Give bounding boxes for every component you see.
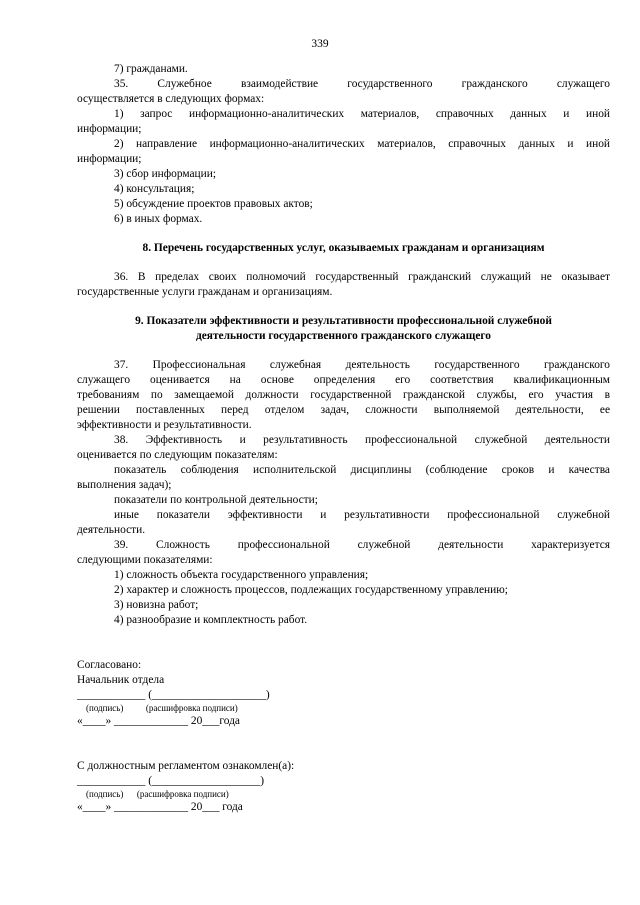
text-line: 4) консультация;: [114, 183, 195, 195]
section-heading: деятельности государственного гражданского служащего: [195, 330, 491, 342]
text-line: требованиям по замещаемой должности государственной гражданской службы, его участия в: [77, 389, 610, 401]
text-line: оценивается по следующим показателям:: [77, 449, 278, 461]
date-line: «____» _____________ 20___ года: [77, 801, 243, 813]
text-line: показатели по контрольной деятельности;: [114, 494, 318, 506]
list-item: 1) сложность объекта государственного управления;: [114, 569, 369, 581]
text-line: деятельности.: [77, 524, 146, 536]
text-line: выполнения задач);: [77, 479, 172, 491]
text-line: иные показатели эффективности и результативности профессиональной служебной: [114, 509, 610, 521]
text-line: 35. Служебное взаимодействие государственного гражданского служащего: [114, 78, 610, 90]
familiarized-label: С должностным регламентом ознакомлен(а):: [77, 760, 295, 772]
agreed-label: Согласовано:: [77, 659, 142, 671]
text-line: следующими показателями:: [77, 554, 213, 566]
text-line: 2) направление информационно-аналитических материалов, справочных данных и иной: [114, 138, 610, 150]
text-line: 39. Сложность профессиональной служебной деятельности характеризуется: [114, 539, 610, 551]
text-line: информации;: [77, 153, 142, 165]
signature-line: ____________ (____________________): [77, 689, 270, 701]
signature-caption: (подпись) (расшифровка подписи): [77, 789, 229, 799]
list-item: 2) характер и сложность процессов, подлежащих государственному управлению;: [114, 584, 508, 596]
list-item: 3) новизна работ;: [114, 599, 199, 611]
text-line: 37. Профессиональная служебная деятельность государственного гражданского: [114, 359, 610, 371]
date-line: «____» _____________ 20___года: [77, 715, 240, 727]
signature-caption: (подпись) (расшифровка подписи): [77, 703, 238, 713]
signature-line: ____________ (___________________): [77, 775, 264, 787]
text-line: показатель соблюдения исполнительской дисциплины (соблюдение сроков и качества: [114, 464, 610, 476]
section-heading: 9. Показатели эффективности и результативности профессиональной служебной: [135, 315, 552, 327]
text-line: эффективности и результативности.: [77, 419, 252, 431]
text-line: решении поставленных перед отделом задач, сложности выполняемой деятельности, ее: [77, 404, 610, 416]
text-line: информации;: [77, 123, 142, 135]
text-line: 6) в иных формах.: [114, 213, 203, 225]
text-line: государственные услуги гражданам и организациям.: [77, 286, 333, 298]
list-item: 4) разнообразие и комплектность работ.: [114, 614, 308, 626]
text-line: 5) обсуждение проектов правовых актов;: [114, 198, 313, 210]
section-heading: 8. Перечень государственных услуг, оказываемых гражданам и организациям: [142, 242, 545, 254]
text-line: 1) запрос информационно-аналитических материалов, справочных данных и иной: [114, 108, 610, 120]
text-line: 7) гражданами.: [114, 63, 188, 75]
text-line: 3) сбор информации;: [114, 168, 216, 180]
page-number: 339: [311, 38, 329, 50]
position-label: Начальник отдела: [77, 674, 165, 686]
text-line: осуществляется в следующих формах:: [77, 93, 265, 105]
document-body: [77, 62, 610, 815]
text-line: служащего оценивается на основе определения его соответствия квалификационным: [77, 374, 610, 386]
text-line: 38. Эффективность и результативность профессиональной служебной деятельности: [114, 434, 610, 446]
text-line: 36. В пределах своих полномочий государственный гражданский служащий не оказывает: [114, 271, 610, 283]
